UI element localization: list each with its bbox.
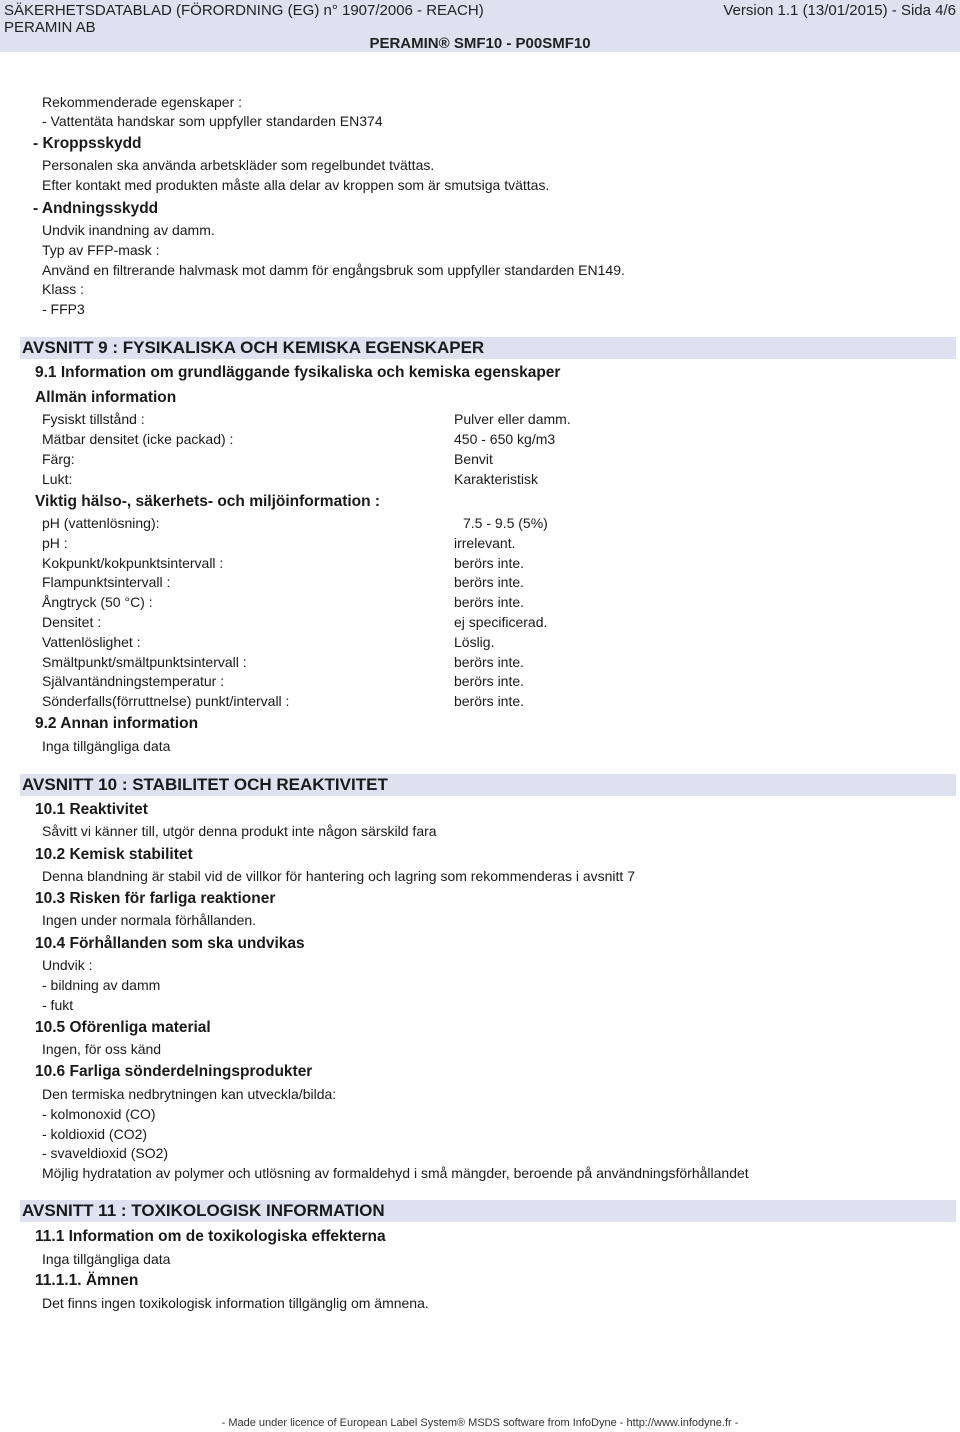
text-line: Ingen under normala förhållanden. xyxy=(42,912,257,928)
property-label: Ångtryck (50 °C) : xyxy=(42,594,153,610)
property-label: Smältpunkt/smältpunktsintervall : xyxy=(42,654,247,670)
property-label: Fysiskt tillstånd : xyxy=(42,411,145,427)
property-label: Mätbar densitet (icke packad) : xyxy=(42,431,234,447)
property-label: Självantändningstemperatur : xyxy=(42,673,225,689)
subsection-heading: 10.5 Oförenliga material xyxy=(35,1019,211,1036)
property-value: berörs inte. xyxy=(454,673,525,689)
version-info: Version 1.1 (13/01/2015) - Sida 4/6 xyxy=(723,2,956,19)
property-label: pH (vattenlösning): xyxy=(42,515,160,531)
text-line: Möjlig hydratation av polymer och utlösning av formaldehyd i små mängder, beroende på användningsförhållandet xyxy=(42,1165,749,1181)
subsection-heading: 10.4 Förhållanden som ska undvikas xyxy=(35,935,305,952)
recommended-properties-label: Rekommenderade egenskaper : xyxy=(42,94,243,110)
text-line: - kolmonoxid (CO) xyxy=(42,1106,156,1122)
property-value: berörs inte. xyxy=(454,594,525,610)
text-line: - bildning av damm xyxy=(42,977,161,993)
property-value: 7.5 - 9.5 (5%) xyxy=(463,515,548,531)
text-line: Undvik inandning av damm. xyxy=(42,222,215,238)
property-value: Karakteristisk xyxy=(454,471,539,487)
property-value: Pulver eller damm. xyxy=(454,411,571,427)
property-value: Benvit xyxy=(454,451,493,467)
section-9-bar xyxy=(20,337,956,359)
subsection-heading: 10.2 Kemisk stabilitet xyxy=(35,846,193,863)
subsection-heading: 10.1 Reaktivitet xyxy=(35,801,148,818)
property-value: berörs inte. xyxy=(454,555,525,571)
document-header xyxy=(0,0,960,52)
text-line: Det finns ingen toxikologisk information tillgänglig om ämnena. xyxy=(42,1295,429,1311)
text-line: Inga tillgängliga data xyxy=(42,738,171,754)
section-11-bar xyxy=(20,1200,956,1222)
product-name: PERAMIN® SMF10 - P00SMF10 xyxy=(369,35,591,52)
subsection-heading: 10.6 Farliga sönderdelningsprodukter xyxy=(35,1063,313,1080)
body-protection-heading: - Kroppsskydd xyxy=(33,135,142,152)
subsection-heading: 10.3 Risken för farliga reaktioner xyxy=(35,890,276,907)
section-11-title: AVSNITT 11 : TOXIKOLOGISK INFORMATION xyxy=(22,1201,385,1220)
text-line: Såvitt vi känner till, utgör denna produkt inte någon särskild fara xyxy=(42,823,437,839)
section-10-title: AVSNITT 10 : STABILITET OCH REAKTIVITET xyxy=(22,775,388,794)
text-line: Den termiska nedbrytningen kan utveckla/bilda: xyxy=(42,1086,337,1102)
text-line: Använd en filtrerande halvmask mot damm för engångsbruk som uppfyller standarden EN149. xyxy=(42,262,625,278)
property-value: berörs inte. xyxy=(454,654,525,670)
text-line: Klass : xyxy=(42,281,85,297)
respiratory-heading: - Andningsskydd xyxy=(33,200,159,217)
gloves-line: - Vattentäta handskar som uppfyller standarden EN374 xyxy=(42,113,383,129)
text-line: Inga tillgängliga data xyxy=(42,1251,171,1267)
footer-credit: - Made under licence of European Label System® MSDS software from InfoDyne - http://www.infodyne.fr - xyxy=(221,1417,739,1429)
property-value: 450 - 650 kg/m3 xyxy=(454,431,556,447)
text-line: Typ av FFP-mask : xyxy=(42,242,160,258)
property-value: berörs inte. xyxy=(454,693,525,709)
text-line: Efter kontakt med produkten måste alla delar av kroppen som är smutsiga tvättas. xyxy=(42,177,550,193)
subsection-heading: 11.1 Information om de toxikologiska effekterna xyxy=(35,1228,386,1245)
property-value: Löslig. xyxy=(454,634,495,650)
subsection-9-2-heading: 9.2 Annan information xyxy=(35,715,199,732)
section-10-bar xyxy=(20,774,956,796)
property-label: pH : xyxy=(42,535,68,551)
section-9-title: AVSNITT 9 : FYSIKALISKA OCH KEMISKA EGENSKAPER xyxy=(22,338,485,357)
property-value: berörs inte. xyxy=(454,574,525,590)
text-line: Personalen ska använda arbetskläder som regelbundet tvättas. xyxy=(42,157,435,173)
subsection-heading: 11.1.1. Ämnen xyxy=(35,1272,139,1289)
text-line: - fukt xyxy=(42,997,74,1013)
property-label: Densitet : xyxy=(42,614,102,630)
general-info-heading: Allmän information xyxy=(35,389,177,406)
text-line: Ingen, för oss känd xyxy=(42,1041,162,1057)
text-line: Undvik : xyxy=(42,957,93,973)
property-label: Kokpunkt/kokpunktsintervall : xyxy=(42,555,224,571)
property-label: Färg: xyxy=(42,451,75,467)
property-label: Flampunktsintervall : xyxy=(42,574,171,590)
text-line: - svaveldioxid (SO2) xyxy=(42,1145,169,1161)
property-value: irrelevant. xyxy=(454,535,516,551)
property-value: ej specificerad. xyxy=(454,614,548,630)
property-label: Vattenlöslighet : xyxy=(42,634,141,650)
text-line: - koldioxid (CO2) xyxy=(42,1126,148,1142)
property-label: Lukt: xyxy=(42,471,73,487)
health-info-heading: Viktig hälso-, säkerhets- och miljöinformation : xyxy=(35,493,381,510)
text-line: Denna blandning är stabil vid de villkor för hantering och lagring som rekommenderas i avsnitt 7 xyxy=(42,868,635,884)
document-title: SÄKERHETSDATABLAD (FÖRORDNING (EG) n° 1907/2006 - REACH) xyxy=(4,2,484,19)
text-line: - FFP3 xyxy=(42,301,85,317)
subsection-9-1-heading: 9.1 Information om grundläggande fysikaliska och kemiska egenskaper xyxy=(35,364,561,381)
property-label: Sönderfalls(förruttnelse) punkt/intervall : xyxy=(42,693,290,709)
company-name: PERAMIN AB xyxy=(4,19,96,36)
